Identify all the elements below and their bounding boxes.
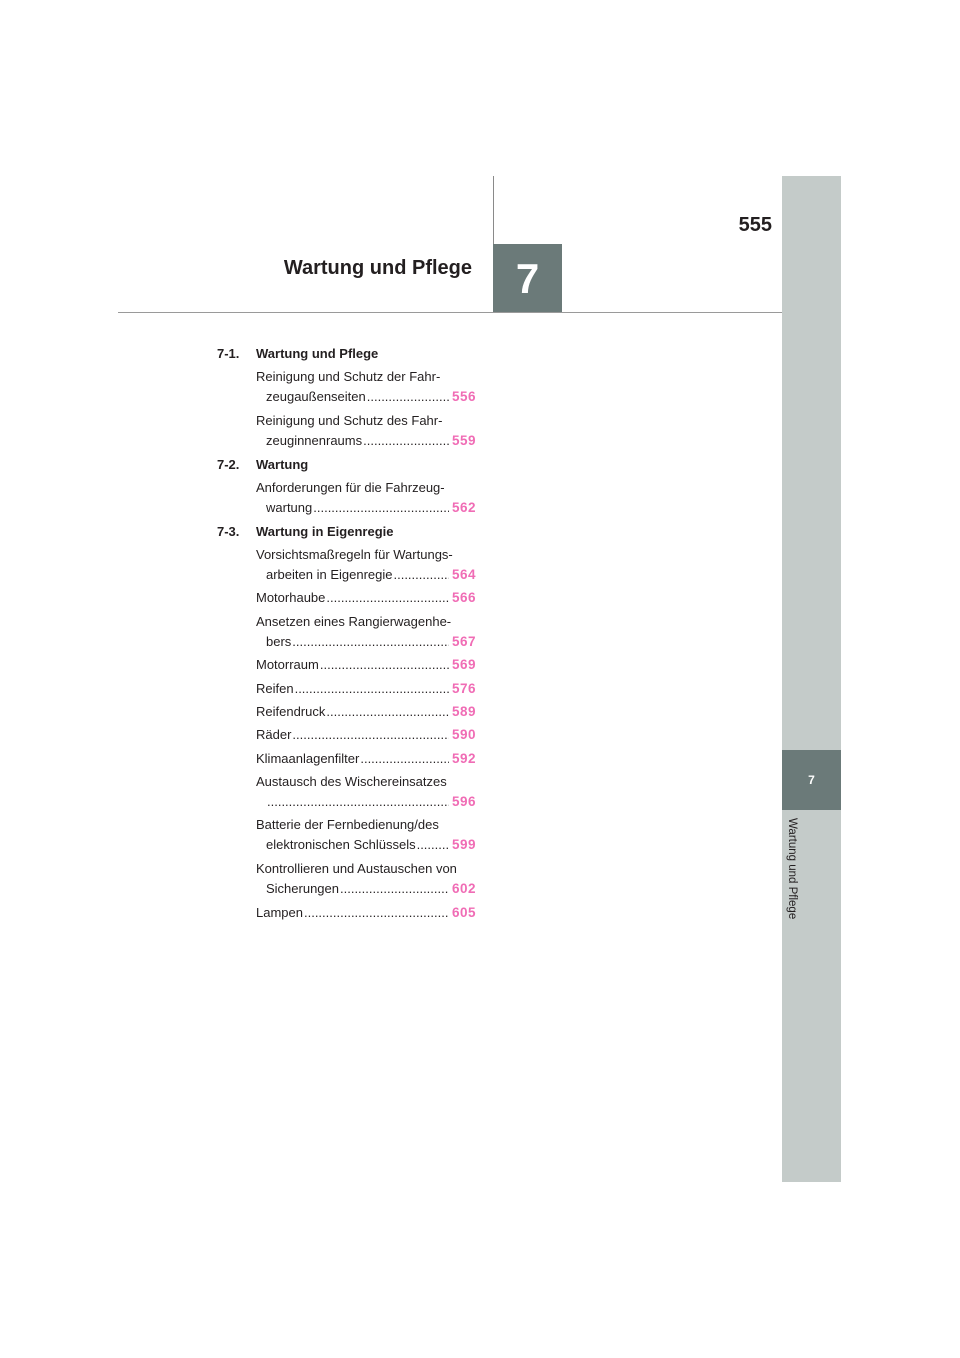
toc-entry-line1: Batterie der Fernbedienung/des bbox=[256, 817, 439, 832]
toc-entry-label: Motorhaube bbox=[256, 590, 326, 605]
side-tab-number: 7 bbox=[782, 750, 841, 810]
section-number: 7-1. bbox=[217, 346, 240, 361]
toc-entry-label: Reifendruck bbox=[256, 704, 326, 719]
toc-page-link[interactable]: 590 bbox=[451, 727, 476, 742]
toc-page-link[interactable]: 592 bbox=[451, 751, 476, 766]
toc-entry[interactable] bbox=[266, 632, 476, 652]
toc-entry[interactable] bbox=[266, 498, 476, 518]
toc-page-link[interactable]: 562 bbox=[451, 500, 476, 515]
toc-page-link[interactable]: 559 bbox=[451, 433, 476, 448]
toc-entry-line1: Anforderungen für die Fahrzeug- bbox=[256, 480, 445, 495]
chapter-number-box: 7 bbox=[493, 244, 562, 313]
toc-page-link[interactable]: 556 bbox=[451, 389, 476, 404]
toc-page-link[interactable]: 602 bbox=[451, 881, 476, 896]
toc-page-link[interactable]: 576 bbox=[451, 681, 476, 696]
toc-page-link[interactable]: 569 bbox=[451, 657, 476, 672]
toc-entry-label: Motorraum bbox=[256, 657, 319, 672]
header-divider-vertical bbox=[493, 176, 494, 244]
toc-entry-label: elektronischen Schlüssels bbox=[266, 837, 416, 852]
toc-page-link[interactable]: 566 bbox=[451, 590, 476, 605]
section-number: 7-2. bbox=[217, 457, 240, 472]
toc-entry[interactable] bbox=[256, 679, 476, 699]
toc-entry[interactable] bbox=[256, 702, 476, 722]
toc-page-link[interactable]: 596 bbox=[451, 794, 476, 809]
section-title: Wartung in Eigenregie bbox=[256, 524, 394, 539]
section-title: Wartung bbox=[256, 457, 309, 472]
toc-page-link[interactable]: 564 bbox=[451, 567, 476, 582]
page-number: 555 bbox=[738, 214, 772, 236]
section-number: 7-3. bbox=[217, 524, 240, 539]
toc-page-link[interactable]: 589 bbox=[451, 704, 476, 719]
toc-page-link[interactable]: 599 bbox=[451, 837, 476, 852]
toc-entry-line1: Vorsichtsmaßregeln für Wartungs- bbox=[256, 547, 453, 562]
toc-page-link[interactable]: 567 bbox=[451, 634, 476, 649]
toc-entry-label: Klimaanlagenfilter bbox=[256, 751, 360, 766]
toc-entry-label: wartung bbox=[266, 500, 313, 515]
toc-entry[interactable] bbox=[256, 749, 476, 769]
toc-entry[interactable] bbox=[266, 431, 476, 451]
toc-entry-label: zeugaußenseiten bbox=[266, 389, 366, 404]
toc-entry-label: bers bbox=[266, 634, 292, 649]
toc-page-link[interactable]: 605 bbox=[451, 905, 476, 920]
toc-entry[interactable] bbox=[266, 565, 476, 585]
toc-entry[interactable] bbox=[256, 903, 476, 923]
toc-entry-line1: Reinigung und Schutz der Fahr- bbox=[256, 369, 441, 384]
toc-entry-label: Räder bbox=[256, 727, 292, 742]
toc-entry-line1: Kontrollieren und Austauschen von bbox=[256, 861, 457, 876]
toc-entry-label: Lampen bbox=[256, 905, 303, 920]
toc-entry[interactable] bbox=[266, 792, 476, 812]
section-title: Wartung und Pflege bbox=[256, 346, 379, 361]
toc-entry[interactable] bbox=[266, 835, 476, 855]
toc-entry[interactable] bbox=[256, 655, 476, 675]
toc-entry[interactable] bbox=[266, 879, 476, 899]
toc-entry-label: Reifen bbox=[256, 681, 294, 696]
side-tab-label bbox=[786, 818, 806, 948]
side-tab bbox=[782, 176, 841, 1182]
toc-entry-line1: Ansetzen eines Rangierwagenhe- bbox=[256, 614, 452, 629]
toc-entry-label: zeuginnenraums bbox=[266, 433, 363, 448]
toc-entry-line1: Austausch des Wischereinsatzes bbox=[256, 774, 447, 789]
toc-entry[interactable] bbox=[266, 387, 476, 407]
header-divider-horizontal bbox=[118, 312, 782, 313]
side-tab-label-text: Wartung und Pflege bbox=[786, 818, 798, 920]
toc-entry[interactable] bbox=[256, 588, 476, 608]
chapter-title: Wartung und Pflege bbox=[283, 257, 472, 279]
toc-entry-line1: Reinigung und Schutz des Fahr- bbox=[256, 413, 443, 428]
toc-entry[interactable] bbox=[256, 725, 476, 745]
toc-entry-label: Sicherungen bbox=[266, 881, 339, 896]
toc-entry-label: arbeiten in Eigenregie bbox=[266, 567, 393, 582]
